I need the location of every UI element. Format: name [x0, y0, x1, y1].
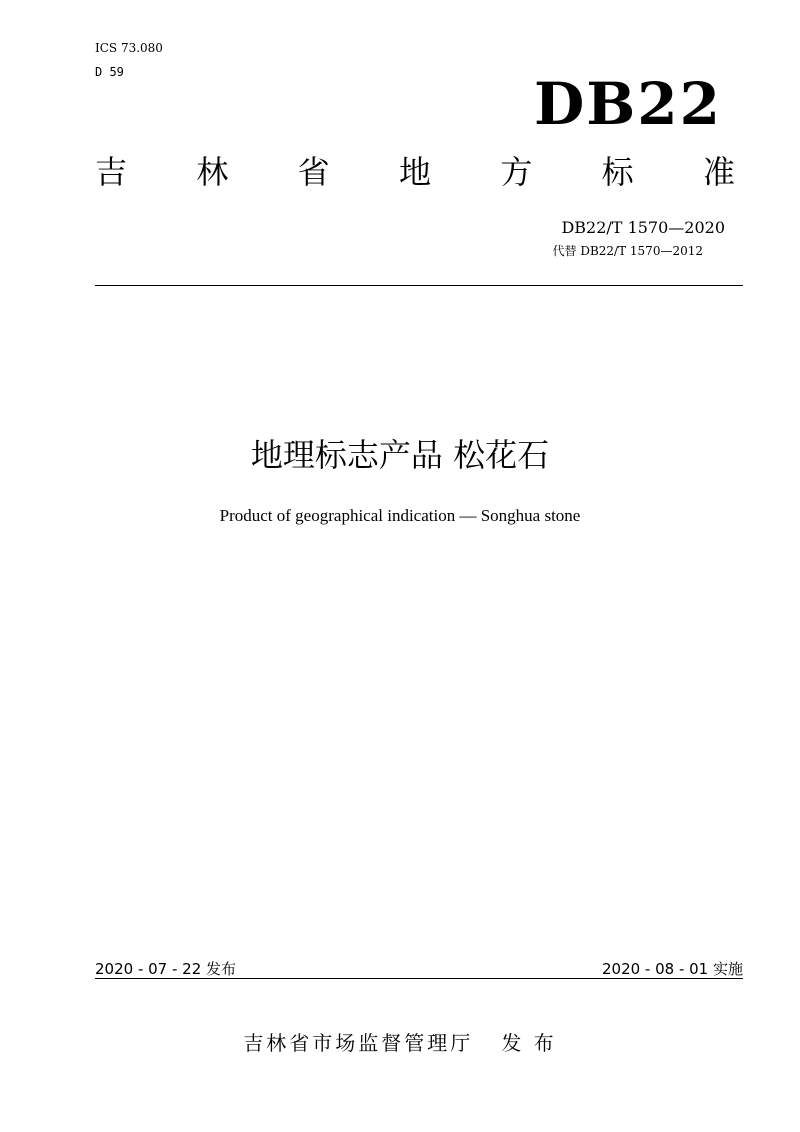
ccs-code: D 59 — [95, 65, 124, 79]
category-char: 地 — [398, 153, 431, 191]
category-char: 准 — [702, 153, 735, 191]
title-english: Product of geographical indication — Songhua stone — [219, 506, 581, 525]
implementation-date: 2020 - 08 - 01 实施 — [601, 960, 743, 978]
standard-number: DB22/T 1570—2020 — [561, 218, 725, 237]
category-char: 林 — [196, 153, 229, 191]
title-chinese: 地理标志产品 松花石 — [250, 436, 550, 474]
category-char: 标 — [601, 153, 634, 191]
category-char: 吉 — [95, 153, 128, 191]
header-divider — [95, 285, 743, 286]
replaces-standard: 代替 DB22/T 1570—2012 — [552, 244, 703, 258]
category-char: 方 — [500, 153, 533, 191]
publication-date: 2020 - 07 - 22 发布 — [95, 960, 237, 978]
issuing-authority — [0, 1030, 800, 1056]
authority-name: 吉林省市场监督管理厅 — [243, 1031, 474, 1055]
standard-logo: DB22 — [533, 70, 722, 138]
standard-category — [95, 152, 735, 192]
ics-code: ICS 73.080 — [95, 41, 163, 55]
category-char: 省 — [297, 153, 330, 191]
footer-divider — [95, 978, 743, 979]
issue-action: 发 布 — [501, 1031, 557, 1055]
